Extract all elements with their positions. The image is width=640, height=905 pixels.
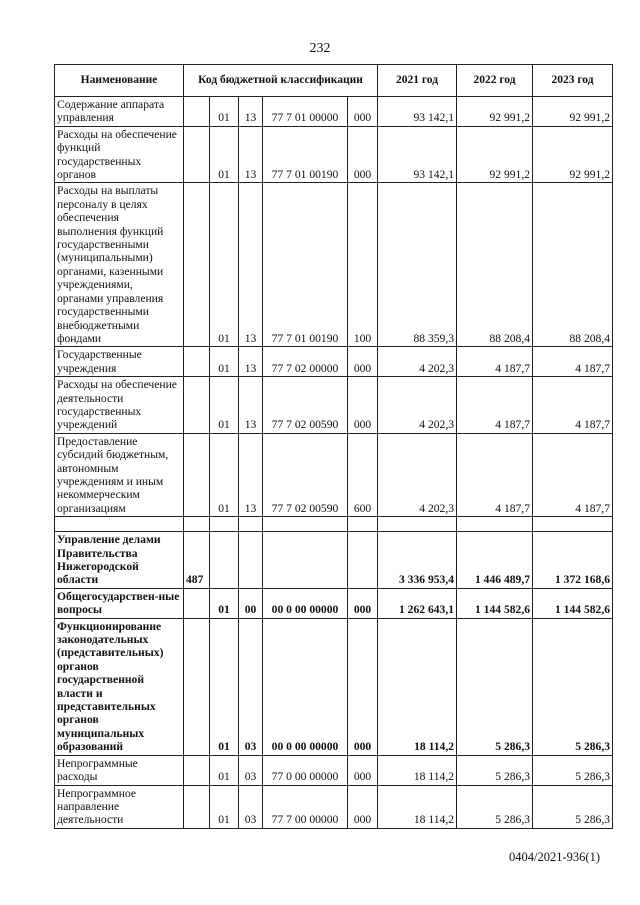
header-code: Код бюджетной классификации [184,65,378,97]
cell-2021: 3 336 953,4 [378,532,457,589]
cell-2022: 1 144 582,6 [457,588,533,618]
cell-section: 01 [210,785,239,828]
cell-department-code [184,588,210,618]
cell-2022: 5 286,3 [457,618,533,755]
cell-expense-type: 000 [348,588,378,618]
cell-expense-type: 000 [348,618,378,755]
cell-name: Государственные учреждения [55,347,184,377]
cell-department-code [184,433,210,516]
cell-expense-type [348,532,378,589]
cell-department-code [184,126,210,183]
cell-expense-type: 600 [348,433,378,516]
cell-2023: 1 372 168,6 [533,532,613,589]
table-row [55,347,613,377]
cell-2021: 88 359,3 [378,183,457,347]
cell-subsection: 13 [239,377,263,434]
cell-section: 01 [210,755,239,785]
document-code: 0404/2021-936(1) [509,850,600,864]
cell-target-article: 77 7 01 00190 [263,126,348,183]
table-header-row [55,65,613,97]
cell-2022: 88 208,4 [457,183,533,347]
header-2022: 2022 год [457,65,533,97]
cell-target-article [263,532,348,589]
cell-name: Управление делами Правительства Нижегородской области [55,532,184,589]
cell-expense-type: 000 [348,377,378,434]
cell-name: Расходы на выплаты персоналу в целях обеспечения выполнения функций государственными (муниципальными) органами, казенными учреждениями, органами управления государственными внебюджетными фондами [55,183,184,347]
cell-2021: 93 142,1 [378,126,457,183]
cell-name [55,517,184,532]
table-row [55,433,613,516]
cell-target-article: 77 7 02 00590 [263,377,348,434]
cell-2021: 4 202,3 [378,347,457,377]
cell-section: 01 [210,183,239,347]
cell-2021: 93 142,1 [378,97,457,127]
cell-2022: 4 187,7 [457,377,533,434]
cell-2023: 88 208,4 [533,183,613,347]
table-row [55,183,613,347]
cell-subsection: 13 [239,347,263,377]
cell-department-code: 487 [184,532,210,589]
cell-expense-type: 000 [348,785,378,828]
table-row [55,588,613,618]
cell-department-code [184,618,210,755]
cell-department-code [184,347,210,377]
cell-2022: 5 286,3 [457,785,533,828]
header-2023: 2023 год [533,65,613,97]
cell-expense-type: 000 [348,97,378,127]
table-row [55,618,613,755]
table-row [55,126,613,183]
cell-target-article: 77 7 02 00590 [263,433,348,516]
cell-2022: 5 286,3 [457,755,533,785]
cell-target-article: 77 7 01 00190 [263,183,348,347]
cell-subsection: 13 [239,183,263,347]
cell-expense-type [348,517,378,532]
cell-target-article: 77 7 01 00000 [263,97,348,127]
cell-expense-type: 000 [348,347,378,377]
cell-name: Общегосударствен-ные вопросы [55,588,184,618]
cell-2023 [533,517,613,532]
budget-table [54,64,613,829]
cell-target-article [263,517,348,532]
cell-2023: 4 187,7 [533,433,613,516]
cell-department-code [184,785,210,828]
cell-department-code [184,755,210,785]
table-row [55,532,613,589]
cell-expense-type: 000 [348,755,378,785]
cell-target-article: 00 0 00 00000 [263,588,348,618]
table-row [55,377,613,434]
cell-2023: 5 286,3 [533,785,613,828]
cell-section: 01 [210,126,239,183]
header-name: Наименование [55,65,184,97]
cell-target-article: 77 0 00 00000 [263,755,348,785]
cell-2022: 4 187,7 [457,347,533,377]
cell-2023: 4 187,7 [533,377,613,434]
header-2021: 2021 год [378,65,457,97]
cell-name: Расходы на обеспечение функций государственных органов [55,126,184,183]
cell-2021: 18 114,2 [378,618,457,755]
cell-section [210,517,239,532]
cell-subsection: 13 [239,126,263,183]
cell-2023: 4 187,7 [533,347,613,377]
cell-subsection: 00 [239,588,263,618]
cell-2021: 4 202,3 [378,377,457,434]
cell-2022: 92 991,2 [457,126,533,183]
table-body [55,97,613,829]
cell-target-article: 77 7 00 00000 [263,785,348,828]
cell-section: 01 [210,97,239,127]
spacer-row [55,517,613,532]
cell-name: Расходы на обеспечение деятельности государственных учреждений [55,377,184,434]
cell-subsection: 03 [239,755,263,785]
cell-department-code [184,377,210,434]
cell-section [210,532,239,589]
cell-2021: 18 114,2 [378,785,457,828]
cell-subsection: 03 [239,785,263,828]
cell-subsection: 13 [239,433,263,516]
cell-2021: 18 114,2 [378,755,457,785]
cell-department-code [184,97,210,127]
cell-2023: 92 991,2 [533,126,613,183]
cell-section: 01 [210,588,239,618]
cell-section: 01 [210,433,239,516]
cell-subsection: 13 [239,97,263,127]
cell-2023: 1 144 582,6 [533,588,613,618]
cell-expense-type: 100 [348,183,378,347]
cell-section: 01 [210,618,239,755]
cell-target-article: 77 7 02 00000 [263,347,348,377]
cell-2022: 4 187,7 [457,433,533,516]
cell-name: Содержание аппарата управления [55,97,184,127]
cell-subsection [239,517,263,532]
cell-name: Предоставление субсидий бюджетным, автономным учреждениям и иным некоммерческим организациям [55,433,184,516]
cell-subsection: 03 [239,618,263,755]
cell-2021 [378,517,457,532]
cell-target-article: 00 0 00 00000 [263,618,348,755]
cell-2023: 5 286,3 [533,755,613,785]
cell-section: 01 [210,377,239,434]
cell-department-code [184,183,210,347]
cell-name: Непрограммные расходы [55,755,184,785]
page-number: 232 [309,41,331,56]
cell-name: Непрограммное направление деятельности [55,785,184,828]
cell-subsection [239,532,263,589]
cell-name: Функционирование законодательных (представительных) органов государственной власти и представительных органов муниципальных образований [55,618,184,755]
table-row [55,755,613,785]
cell-2022: 1 446 489,7 [457,532,533,589]
cell-2021: 4 202,3 [378,433,457,516]
cell-department-code [184,517,210,532]
cell-2022: 92 991,2 [457,97,533,127]
cell-expense-type: 000 [348,126,378,183]
table-row [55,785,613,828]
cell-2022 [457,517,533,532]
cell-2023: 5 286,3 [533,618,613,755]
cell-2021: 1 262 643,1 [378,588,457,618]
table-row [55,97,613,127]
cell-2023: 92 991,2 [533,97,613,127]
cell-section: 01 [210,347,239,377]
